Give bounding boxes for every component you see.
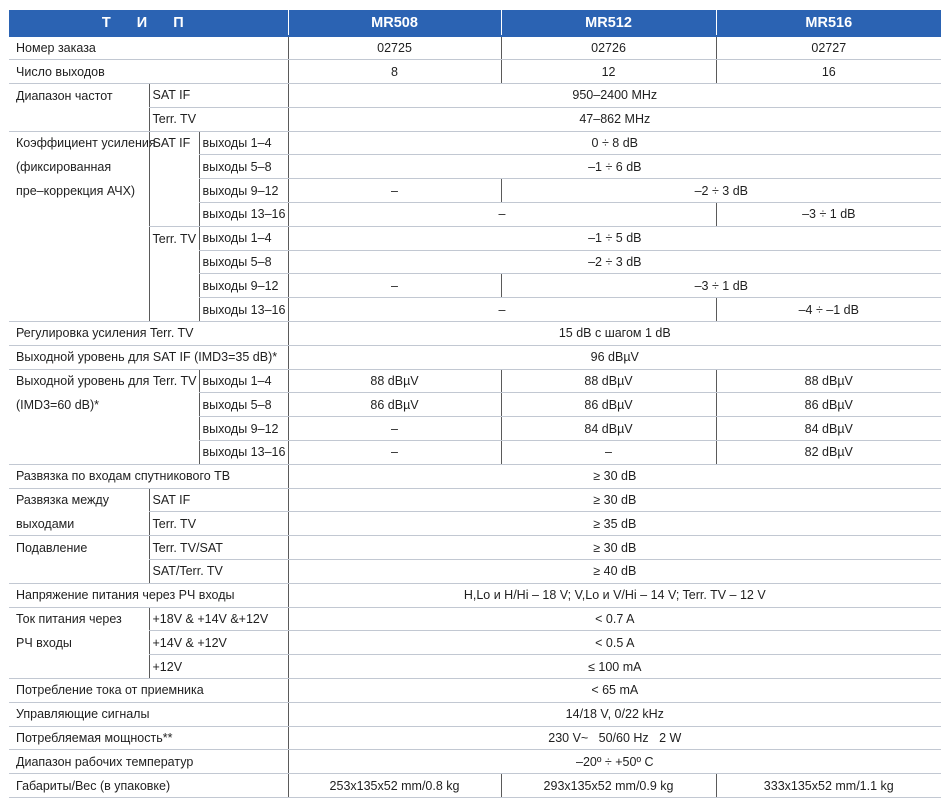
header-model-mr516: MR516 xyxy=(716,10,941,36)
gain-terr-out-13-16-label: выходы 13–16 xyxy=(199,298,288,322)
supply-current-row3-value: ≤ 100 mA xyxy=(288,655,941,679)
row-operating-temperature xyxy=(9,750,941,774)
suppression-label: Подавление xyxy=(9,536,149,560)
output-isolation-label-line2: выходами xyxy=(9,512,149,536)
output-isolation-sat-value: ≥ 30 dB xyxy=(288,488,941,512)
output-isolation-terr-label: Terr. TV xyxy=(149,512,288,536)
terr-level-out-9-12-mr508: – xyxy=(288,417,501,441)
row-freq-terr xyxy=(9,107,941,131)
gain-terr-label: Terr. TV xyxy=(149,226,199,250)
order-number-mr516: 02727 xyxy=(716,36,941,60)
gain-terr-out-13-16-mr516: –4 ÷ –1 dB xyxy=(716,298,941,322)
gain-sat-out-9-12-label: выходы 9–12 xyxy=(199,179,288,203)
terr-level-out-5-8-label: выходы 5–8 xyxy=(199,393,288,417)
spec-table xyxy=(9,10,941,798)
row-gain-terr-1-4 xyxy=(9,226,941,250)
row-receiver-current xyxy=(9,679,941,703)
supply-current-row1-label: +18V & +14V &+12V xyxy=(149,607,288,631)
row-supply-current-2 xyxy=(9,631,941,655)
gain-label-cont xyxy=(9,226,149,250)
gain-terr-out-13-16-mr508-mr512: – xyxy=(288,298,716,322)
terr-level-out-5-8-mr508: 86 dBµV xyxy=(288,393,501,417)
sat-output-level-value: 96 dBµV xyxy=(288,345,941,369)
terr-level-out-1-4-mr512: 88 dBµV xyxy=(501,369,716,393)
supply-current-row3-label: +12V xyxy=(149,655,288,679)
sat-output-level-label: Выходной уровень для SAT IF (IMD3=35 dB)* xyxy=(9,345,288,369)
control-signals-label: Управляющие сигналы xyxy=(9,702,288,726)
suppression-terr-sat-label: Terr. TV/SAT xyxy=(149,536,288,560)
output-isolation-sat-label: SAT IF xyxy=(149,488,288,512)
row-supply-voltage xyxy=(9,583,941,607)
row-output-isolation-sat xyxy=(9,488,941,512)
row-gain-sat-5-8 xyxy=(9,155,941,179)
freq-sat-label: SAT IF xyxy=(149,84,288,108)
outputs-mr516: 16 xyxy=(716,60,941,84)
gain-adjust-value: 15 dB с шагом 1 dB xyxy=(288,322,941,346)
supply-current-row2-label: +14V & +12V xyxy=(149,631,288,655)
gain-terr-label-cont xyxy=(149,274,199,298)
operating-temperature-value: –20º ÷ +50º C xyxy=(288,750,941,774)
row-control-signals xyxy=(9,702,941,726)
row-supply-current-3 xyxy=(9,655,941,679)
terr-level-out-13-16-mr508: – xyxy=(288,441,501,465)
row-terr-level-9-12 xyxy=(9,417,941,441)
row-sat-output-level xyxy=(9,345,941,369)
freq-label-cont xyxy=(9,107,149,131)
terr-level-out-13-16-mr516: 82 dBµV xyxy=(716,441,941,465)
gain-sat-out-9-12-mr508: – xyxy=(288,179,501,203)
gain-sat-out-13-16-label: выходы 13–16 xyxy=(199,203,288,227)
terr-level-out-5-8-mr512: 86 dBµV xyxy=(501,393,716,417)
gain-sat-out-1-4-value: 0 ÷ 8 dB xyxy=(288,131,941,155)
freq-terr-label: Terr. TV xyxy=(149,107,288,131)
gain-label-line3: пре–коррекция АЧХ) xyxy=(16,183,136,198)
terr-level-label-cont xyxy=(9,441,199,465)
supply-voltage-label: Напряжение питания через РЧ входы xyxy=(9,583,288,607)
power-consumption-value: 230 V~ 50/60 Hz 2 W xyxy=(288,726,941,750)
terr-level-out-9-12-mr516: 84 dBµV xyxy=(716,417,941,441)
freq-label: Диапазон частот xyxy=(9,84,149,108)
control-signals-value: 14/18 V, 0/22 kHz xyxy=(288,702,941,726)
gain-sat-out-5-8-value: –1 ÷ 6 dB xyxy=(288,155,941,179)
row-suppression-sat-terr xyxy=(9,560,941,584)
row-supply-current-1 xyxy=(9,607,941,631)
row-terr-level-1-4 xyxy=(9,369,941,393)
sat-input-isolation-label: Развязка по входам спутникового ТВ xyxy=(9,464,288,488)
suppression-sat-terr-value: ≥ 40 dB xyxy=(288,560,941,584)
terr-level-out-9-12-mr512: 84 dBµV xyxy=(501,417,716,441)
gain-sat-out-5-8-label: выходы 5–8 xyxy=(199,155,288,179)
supply-current-row1-value: < 0.7 A xyxy=(288,607,941,631)
gain-terr-label-cont xyxy=(149,298,199,322)
row-gain-terr-13-16 xyxy=(9,298,941,322)
gain-terr-out-9-12-label: выходы 9–12 xyxy=(199,274,288,298)
row-gain-terr-5-8 xyxy=(9,250,941,274)
suppression-sat-terr-label: SAT/Terr. TV xyxy=(149,560,288,584)
row-gain-sat-9-12 xyxy=(9,179,941,203)
gain-terr-out-5-8-value: –2 ÷ 3 dB xyxy=(288,250,941,274)
supply-voltage-value: H,Lo и H/Hi – 18 V; V,Lo и V/Hi – 14 V; Terr. TV – 12 V xyxy=(288,583,941,607)
gain-sat-out-1-4-label: выходы 1–4 xyxy=(199,131,288,155)
supply-current-label-cont xyxy=(9,655,149,679)
row-gain-terr-9-12 xyxy=(9,274,941,298)
supply-current-label-line1: Ток питания через xyxy=(9,607,149,631)
header-row xyxy=(9,10,941,36)
freq-terr-value: 47–862 MHz xyxy=(288,107,941,131)
sat-input-isolation-value: ≥ 30 dB xyxy=(288,464,941,488)
dimensions-weight-label: Габариты/Вес (в упаковке) xyxy=(9,774,288,798)
terr-level-out-13-16-mr512: – xyxy=(501,441,716,465)
gain-label-line1: Коэффициент усиления xyxy=(9,131,149,155)
gain-label-cont xyxy=(9,250,149,274)
gain-sat-out-9-12-mr512-mr516: –2 ÷ 3 dB xyxy=(501,179,941,203)
suppression-terr-sat-value: ≥ 30 dB xyxy=(288,536,941,560)
gain-sat-out-13-16-mr508-mr512: – xyxy=(288,203,716,227)
dimensions-weight-mr516: 333x135x52 mm/1.1 kg xyxy=(716,774,941,798)
row-freq-sat xyxy=(9,84,941,108)
output-isolation-label-line1: Развязка между xyxy=(9,488,149,512)
terr-level-out-1-4-mr508: 88 dBµV xyxy=(288,369,501,393)
row-gain-sat-13-16 xyxy=(9,203,941,227)
gain-sat-out-13-16-mr516: –3 ÷ 1 dB xyxy=(716,203,941,227)
gain-label-cont xyxy=(9,298,149,322)
dimensions-weight-mr512: 293x135x52 mm/0.9 kg xyxy=(501,774,716,798)
terr-level-out-1-4-mr516: 88 dBµV xyxy=(716,369,941,393)
receiver-current-value: < 65 mA xyxy=(288,679,941,703)
power-consumption-label: Потребляемая мощность** xyxy=(9,726,288,750)
terr-level-out-1-4-label: выходы 1–4 xyxy=(199,369,288,393)
freq-sat-value: 950–2400 MHz xyxy=(288,84,941,108)
terr-level-label-line2: (IMD3=60 dB)* xyxy=(16,397,100,412)
outputs-mr512: 12 xyxy=(501,60,716,84)
order-number-label: Номер заказа xyxy=(9,36,288,60)
receiver-current-label: Потребление тока от приемника xyxy=(9,679,288,703)
row-gain-adjust xyxy=(9,322,941,346)
order-number-mr508: 02725 xyxy=(288,36,501,60)
suppression-label-cont xyxy=(9,560,149,584)
gain-adjust-label: Регулировка усиления Terr. TV xyxy=(9,322,288,346)
terr-level-out-9-12-label: выходы 9–12 xyxy=(199,417,288,441)
gain-label-line2: (фиксированная xyxy=(16,159,112,174)
row-gain-sat-1-4 xyxy=(9,131,941,155)
gain-sat-label: SAT IF xyxy=(149,131,199,155)
row-order-number xyxy=(9,36,941,60)
terr-level-label-line1: Выходной уровень для Terr. TV xyxy=(9,369,199,393)
output-isolation-terr-value: ≥ 35 dB xyxy=(288,512,941,536)
row-outputs xyxy=(9,60,941,84)
gain-terr-out-5-8-label: выходы 5–8 xyxy=(199,250,288,274)
row-suppression-terr-sat xyxy=(9,536,941,560)
outputs-label: Число выходов xyxy=(9,60,288,84)
header-type: Т И П xyxy=(9,10,288,36)
supply-current-label-line2: РЧ входы xyxy=(16,635,72,650)
outputs-mr508: 8 xyxy=(288,60,501,84)
row-power-consumption xyxy=(9,726,941,750)
supply-current-row2-value: < 0.5 A xyxy=(288,631,941,655)
gain-terr-out-1-4-value: –1 ÷ 5 dB xyxy=(288,226,941,250)
gain-terr-out-1-4-label: выходы 1–4 xyxy=(199,226,288,250)
row-terr-level-13-16 xyxy=(9,441,941,465)
gain-sat-label-cont xyxy=(149,179,199,203)
gain-label-cont xyxy=(9,203,149,227)
terr-level-out-13-16-label: выходы 13–16 xyxy=(199,441,288,465)
header-model-mr512: MR512 xyxy=(501,10,716,36)
terr-level-out-5-8-mr516: 86 dBµV xyxy=(716,393,941,417)
terr-level-label-cont xyxy=(9,417,199,441)
gain-label-cont xyxy=(9,274,149,298)
row-sat-input-isolation xyxy=(9,464,941,488)
header-model-mr508: MR508 xyxy=(288,10,501,36)
gain-terr-out-9-12-mr512-mr516: –3 ÷ 1 dB xyxy=(501,274,941,298)
row-output-isolation-terr xyxy=(9,512,941,536)
row-dimensions-weight xyxy=(9,774,941,798)
dimensions-weight-mr508: 253x135x52 mm/0.8 kg xyxy=(288,774,501,798)
gain-sat-label-cont xyxy=(149,155,199,179)
gain-terr-out-9-12-mr508: – xyxy=(288,274,501,298)
row-terr-level-5-8 xyxy=(9,393,941,417)
operating-temperature-label: Диапазон рабочих температур xyxy=(9,750,288,774)
gain-terr-label-cont xyxy=(149,250,199,274)
gain-sat-label-cont xyxy=(149,203,199,227)
order-number-mr512: 02726 xyxy=(501,36,716,60)
